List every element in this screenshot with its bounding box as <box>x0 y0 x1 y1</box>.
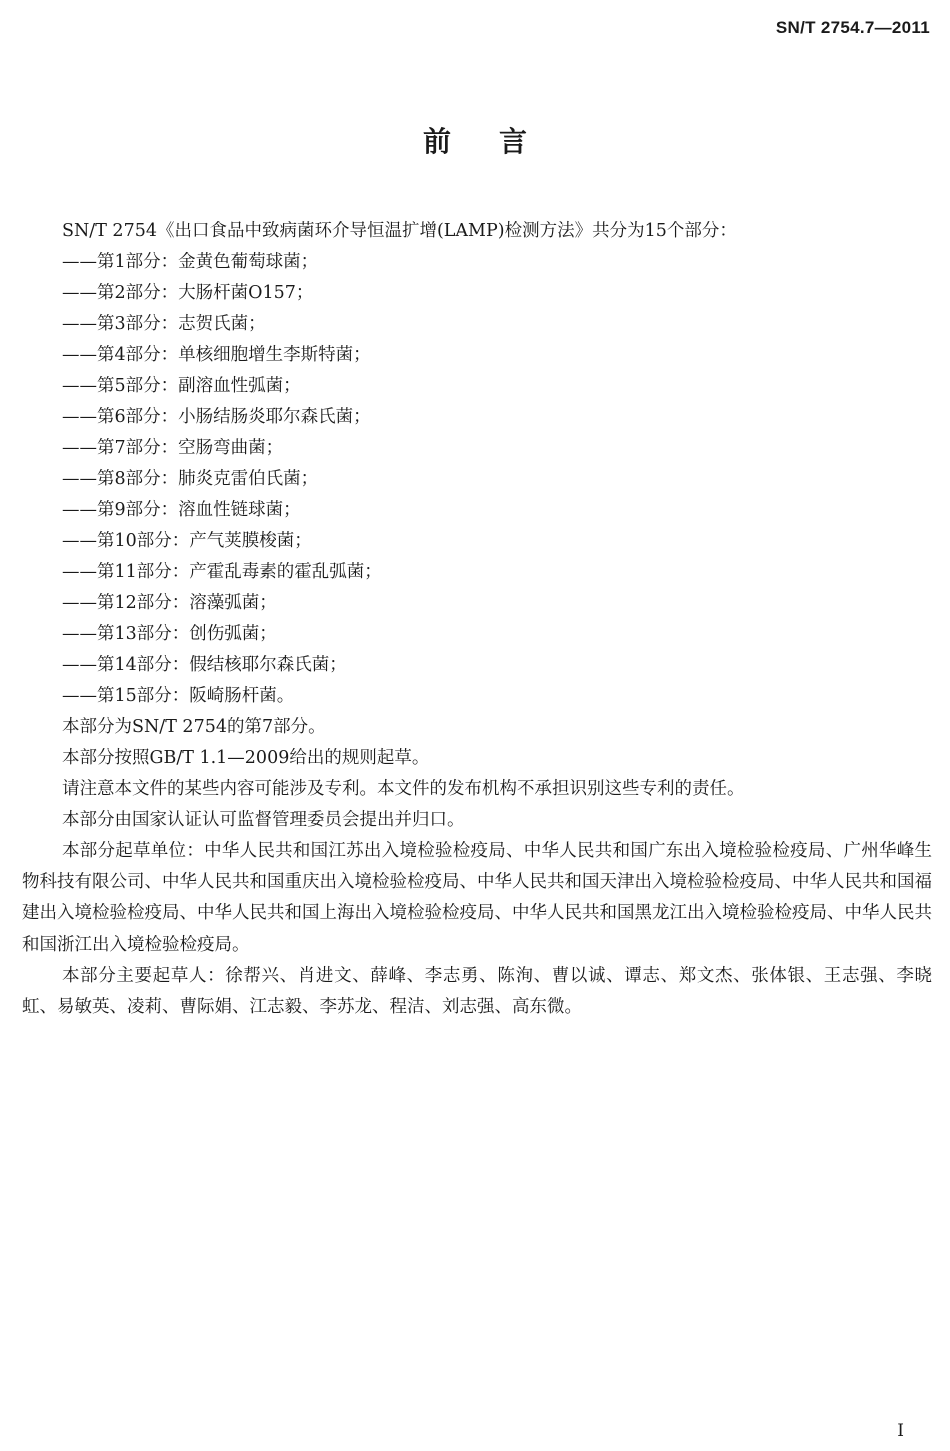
list-item: ——第3部分：志贺氏菌； <box>62 314 266 334</box>
document-body <box>22 216 932 1023</box>
statement-drafting-rules: 本部分按照GB/T 1.1—2009给出的规则起草。 <box>62 748 430 768</box>
page-title: 前言 <box>422 125 575 158</box>
list-item: ——第5部分：副溶血性弧菌； <box>62 376 301 396</box>
statement-proposer: 本部分由国家认证认可监督管理委员会提出并归口。 <box>62 810 465 830</box>
parts-list <box>22 247 932 712</box>
list-item: ——第10部分：产气荚膜梭菌； <box>62 531 312 551</box>
standard-code: SN/T 2754.7—2011 <box>775 18 930 37</box>
list-item: ——第1部分：金黄色葡萄球菌； <box>62 252 319 272</box>
list-item: ——第15部分：阪崎肠杆菌。 <box>62 686 295 706</box>
list-item: ——第14部分：假结核耶尔森氏菌； <box>62 655 347 675</box>
drafters-paragraph: 本部分主要起草人：徐帮兴、肖进文、薛峰、李志勇、陈洵、曹以诚、谭志、郑文杰、张体银、王志强、李晓虹、易敏英、凌莉、曹际娟、江志毅、李苏龙、程洁、刘志强、高东微。 <box>22 965 932 1018</box>
list-item: ——第7部分：空肠弯曲菌； <box>62 438 284 458</box>
list-item: ——第4部分：单核细胞增生李斯特菌； <box>62 345 371 365</box>
list-item: ——第8部分：肺炎克雷伯氏菌； <box>62 469 319 489</box>
list-item: ——第13部分：创伤弧菌； <box>62 624 277 644</box>
drafting-units-paragraph: 本部分起草单位：中华人民共和国江苏出入境检验检疫局、中华人民共和国广东出入境检验检疫局、广州华峰生物科技有限公司、中华人民共和国重庆出入境检验检疫局、中华人民共和国天津出入境检验检疫局、中华人民共和国福建出入境检验检疫局、中华人民共和国上海出入境检验检疫局、中华人民共和国黑龙江出入境检验检疫局、中华人民共和国浙江出入境检验检疫局。 <box>22 841 932 955</box>
list-item: ——第11部分：产霍乱毒素的霍乱弧菌； <box>62 562 382 582</box>
statement-patent-notice: 请注意本文件的某些内容可能涉及专利。本文件的发布机构不承担识别这些专利的责任。 <box>62 779 745 799</box>
page-number: I <box>897 1421 904 1441</box>
list-item: ——第9部分：溶血性链球菌； <box>62 500 301 520</box>
list-item: ——第6部分：小肠结肠炎耶尔森氏菌； <box>62 407 371 427</box>
list-item: ——第2部分：大肠杆菌O157； <box>62 283 314 303</box>
intro-line: SN/T 2754《出口食品中致病菌环介导恒温扩增(LAMP)检测方法》共分为15个部分： <box>62 221 737 241</box>
statement-part-number: 本部分为SN/T 2754的第7部分。 <box>62 717 326 737</box>
list-item: ——第12部分：溶藻弧菌； <box>62 593 277 613</box>
